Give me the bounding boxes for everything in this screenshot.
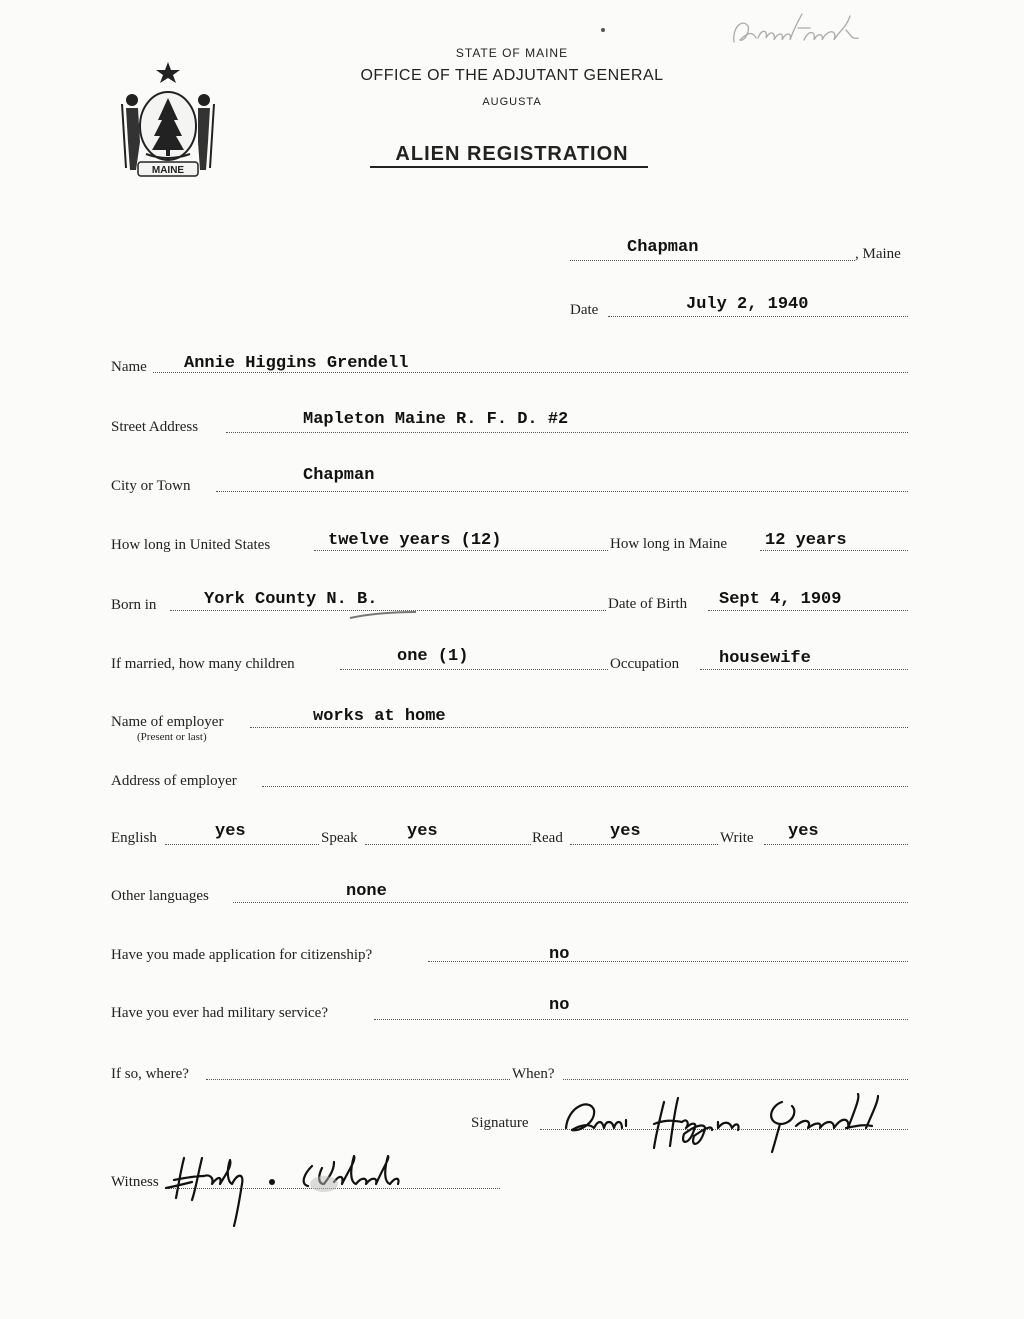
born-label: Born in [111,597,157,613]
dob-line [708,610,908,611]
dob-label: Date of Birth [608,596,688,612]
write-line [764,844,908,845]
read-value[interactable]: yes [610,822,641,841]
maine-duration-label: How long in Maine [610,536,728,552]
military-value[interactable]: no [549,996,570,1015]
header-city: AUGUSTA [482,96,542,108]
applicant-signature [560,1088,920,1160]
witness-signature [162,1148,442,1230]
employer-address-label: Address of employer [111,773,237,789]
name-label: Name [111,359,147,375]
employer-label: Name of employer [111,714,224,730]
maine-duration-line [760,550,908,551]
children-value[interactable]: one (1) [397,647,469,666]
us-duration-line [314,550,608,551]
street-value[interactable]: Mapleton Maine R. F. D. #2 [303,410,569,429]
occupation-value[interactable]: housewife [719,649,811,668]
english-line [165,844,319,845]
english-label: English [111,830,157,846]
us-duration-value[interactable]: twelve years (12) [328,531,502,550]
street-line [226,432,908,433]
seal-banner-text: MAINE [151,165,185,176]
town-value[interactable]: Chapman [627,238,699,257]
dob-value[interactable]: Sept 4, 1909 [719,590,842,609]
form-title: ALIEN REGISTRATION [395,143,629,165]
date-line [608,316,908,317]
occupation-line [700,669,908,670]
employer-line [250,727,908,728]
citizenship-label: Have you made application for citizenship? [111,947,373,963]
city-value[interactable]: Chapman [303,466,375,485]
employer-address-line [262,786,908,787]
when-line [563,1079,908,1080]
us-duration-label: How long in United States [111,537,271,553]
citizenship-line [428,961,908,962]
speak-label: Speak [321,830,358,846]
other-languages-value[interactable]: none [346,882,387,901]
street-label: Street Address [111,419,199,435]
other-languages-line [233,902,908,903]
where-label: If so, where? [111,1066,189,1082]
military-label: Have you ever had military service? [111,1005,328,1021]
speak-line [365,844,531,845]
employer-value[interactable]: works at home [313,707,446,726]
date-label: Date [570,302,599,318]
read-label: Read [532,830,563,846]
children-line [340,669,608,670]
english-value[interactable]: yes [215,822,246,841]
employer-sublabel: (Present or last) [137,731,207,743]
header-state: STATE OF MAINE [455,46,569,60]
citizenship-value[interactable]: no [549,945,570,964]
write-value[interactable]: yes [788,822,819,841]
witness-label: Witness [111,1174,159,1190]
header-office: OFFICE OF THE ADJUTANT GENERAL [360,67,664,84]
maine-duration-value[interactable]: 12 years [765,531,847,550]
ink-dot [601,28,605,32]
write-label: Write [720,830,754,846]
town-line [570,260,855,261]
maine-suffix: , Maine [855,246,901,262]
speak-value[interactable]: yes [407,822,438,841]
where-line [206,1079,510,1080]
occupation-label: Occupation [610,656,680,672]
city-label: City or Town [111,478,191,494]
date-value[interactable]: July 2, 1940 [686,295,809,314]
ink-underline-mark [348,608,420,622]
born-value[interactable]: York County N. B. [204,590,378,609]
other-languages-label: Other languages [111,888,209,904]
city-line [216,491,908,492]
military-line [374,1019,908,1020]
when-label: When? [512,1066,555,1082]
signature-label: Signature [471,1115,529,1131]
name-value[interactable]: Annie Higgins Grendell [184,354,409,373]
title-underline [370,166,648,168]
children-label: If married, how many children [111,656,295,672]
read-line [570,844,718,845]
